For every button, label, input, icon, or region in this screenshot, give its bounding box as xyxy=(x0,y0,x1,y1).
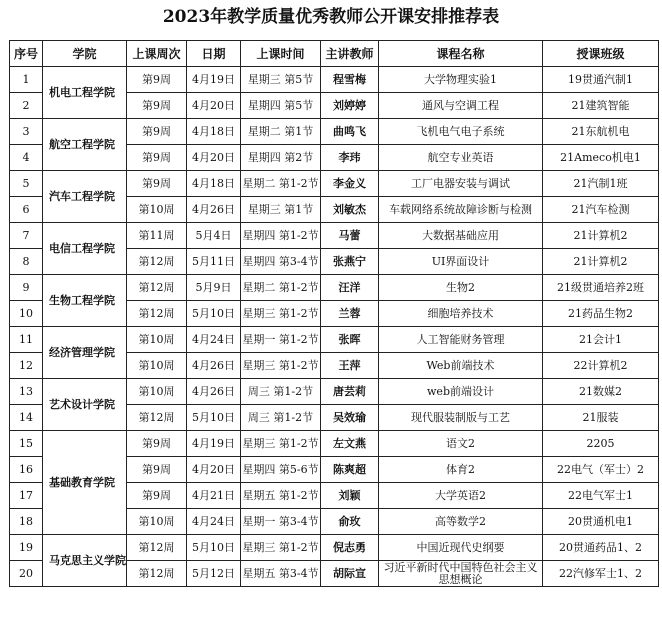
row-index: 18 xyxy=(10,509,43,535)
teacher-cell: 刘颖 xyxy=(321,483,379,509)
class-cell: 21Ameco机电1 xyxy=(543,145,659,171)
date-cell: 4月20日 xyxy=(187,457,241,483)
header-date: 日期 xyxy=(187,41,241,67)
date-cell: 4月26日 xyxy=(187,353,241,379)
class-cell: 21汽制1班 xyxy=(543,171,659,197)
time-cell: 星期四 第3-4节 xyxy=(241,249,321,275)
week-cell: 第10周 xyxy=(127,327,187,353)
row-index: 13 xyxy=(10,379,43,405)
time-cell: 星期二 第1-2节 xyxy=(241,275,321,301)
header-row xyxy=(10,41,659,67)
row-index: 20 xyxy=(10,561,43,587)
course-cell: 大学英语2 xyxy=(379,483,543,509)
course-cell: 细胞培养技术 xyxy=(379,301,543,327)
class-cell: 21服装 xyxy=(543,405,659,431)
college-cell: 基础教育学院 xyxy=(43,431,127,535)
table-row xyxy=(10,223,659,249)
course-cell: UI界面设计 xyxy=(379,249,543,275)
header-class: 授课班级 xyxy=(543,41,659,67)
time-cell: 星期三 第1-2节 xyxy=(241,431,321,457)
header-index: 序号 xyxy=(10,41,43,67)
class-cell: 22计算机2 xyxy=(543,353,659,379)
college-cell: 汽车工程学院 xyxy=(43,171,127,223)
page-title: 2023年教学质量优秀教师公开课安排推荐表 xyxy=(162,7,500,27)
row-index: 10 xyxy=(10,301,43,327)
teacher-cell: 左文燕 xyxy=(321,431,379,457)
time-cell: 星期五 第3-4节 xyxy=(241,561,321,587)
class-cell: 20贯通药品1、2 xyxy=(543,535,659,561)
table-row xyxy=(10,535,659,561)
time-cell: 星期五 第1-2节 xyxy=(241,483,321,509)
week-cell: 第10周 xyxy=(127,353,187,379)
week-cell: 第10周 xyxy=(127,197,187,223)
teacher-cell: 张燕宁 xyxy=(321,249,379,275)
time-cell: 星期三 第5节 xyxy=(241,67,321,93)
college-cell: 航空工程学院 xyxy=(43,119,127,171)
teacher-cell: 刘敏杰 xyxy=(321,197,379,223)
class-cell: 20贯通机电1 xyxy=(543,509,659,535)
class-cell: 22汽修军士1、2 xyxy=(543,561,659,587)
row-index: 16 xyxy=(10,457,43,483)
teacher-cell: 程雪梅 xyxy=(321,67,379,93)
course-cell: 工厂电器安装与调试 xyxy=(379,171,543,197)
time-cell: 星期二 第1节 xyxy=(241,119,321,145)
course-cell: 体育2 xyxy=(379,457,543,483)
course-cell: 现代服装制版与工艺 xyxy=(379,405,543,431)
table-body xyxy=(10,67,659,587)
week-cell: 第12周 xyxy=(127,561,187,587)
class-cell: 21计算机2 xyxy=(543,249,659,275)
date-cell: 4月26日 xyxy=(187,197,241,223)
week-cell: 第12周 xyxy=(127,405,187,431)
course-cell: 习近平新时代中国特色社会主义思想概论 xyxy=(379,561,543,587)
row-index: 5 xyxy=(10,171,43,197)
date-cell: 5月4日 xyxy=(187,223,241,249)
row-index: 4 xyxy=(10,145,43,171)
course-cell: 语文2 xyxy=(379,431,543,457)
teacher-cell: 唐芸莉 xyxy=(321,379,379,405)
date-cell: 5月11日 xyxy=(187,249,241,275)
course-cell: 航空专业英语 xyxy=(379,145,543,171)
time-cell: 星期四 第5-6节 xyxy=(241,457,321,483)
header-time: 上课时间 xyxy=(241,41,321,67)
class-cell: 19贯通汽制1 xyxy=(543,67,659,93)
time-cell: 星期三 第1-2节 xyxy=(241,353,321,379)
course-cell: 车载网络系统故障诊断与检测 xyxy=(379,197,543,223)
time-cell: 周三 第1-2节 xyxy=(241,379,321,405)
college-cell: 机电工程学院 xyxy=(43,67,127,119)
teacher-cell: 李金义 xyxy=(321,171,379,197)
date-cell: 4月24日 xyxy=(187,509,241,535)
time-cell: 星期一 第3-4节 xyxy=(241,509,321,535)
date-cell: 4月20日 xyxy=(187,145,241,171)
week-cell: 第9周 xyxy=(127,119,187,145)
table-row xyxy=(10,431,659,457)
header-college: 学院 xyxy=(43,41,127,67)
header-course: 课程名称 xyxy=(379,41,543,67)
college-cell: 经济管理学院 xyxy=(43,327,127,379)
date-cell: 5月9日 xyxy=(187,275,241,301)
class-cell: 21数媒2 xyxy=(543,379,659,405)
header-teacher: 主讲教师 xyxy=(321,41,379,67)
course-cell: 大数据基础应用 xyxy=(379,223,543,249)
class-cell: 21计算机2 xyxy=(543,223,659,249)
table-row xyxy=(10,171,659,197)
course-cell: 人工智能财务管理 xyxy=(379,327,543,353)
time-cell: 星期三 第1-2节 xyxy=(241,535,321,561)
schedule-table xyxy=(9,40,659,587)
time-cell: 星期四 第2节 xyxy=(241,145,321,171)
teacher-cell: 王萍 xyxy=(321,353,379,379)
time-cell: 星期一 第1-2节 xyxy=(241,327,321,353)
teacher-cell: 俞玫 xyxy=(321,509,379,535)
table-row xyxy=(10,67,659,93)
time-cell: 星期三 第1节 xyxy=(241,197,321,223)
week-cell: 第12周 xyxy=(127,249,187,275)
date-cell: 5月10日 xyxy=(187,405,241,431)
week-cell: 第9周 xyxy=(127,431,187,457)
teacher-cell: 曲鸣飞 xyxy=(321,119,379,145)
college-cell: 电信工程学院 xyxy=(43,223,127,275)
row-index: 2 xyxy=(10,93,43,119)
college-cell: 生物工程学院 xyxy=(43,275,127,327)
table-row xyxy=(10,119,659,145)
time-cell: 星期四 第5节 xyxy=(241,93,321,119)
date-cell: 5月10日 xyxy=(187,301,241,327)
date-cell: 5月10日 xyxy=(187,535,241,561)
teacher-cell: 倪志勇 xyxy=(321,535,379,561)
course-cell: 生物2 xyxy=(379,275,543,301)
course-cell: 高等数学2 xyxy=(379,509,543,535)
row-index: 1 xyxy=(10,67,43,93)
teacher-cell: 陈爽超 xyxy=(321,457,379,483)
course-cell: web前端设计 xyxy=(379,379,543,405)
class-cell: 21药品生物2 xyxy=(543,301,659,327)
table-row xyxy=(10,327,659,353)
date-cell: 4月20日 xyxy=(187,93,241,119)
class-cell: 21汽车检测 xyxy=(543,197,659,223)
date-cell: 4月18日 xyxy=(187,119,241,145)
class-cell: 21级贯通培养2班 xyxy=(543,275,659,301)
date-cell: 4月21日 xyxy=(187,483,241,509)
teacher-cell: 汪洋 xyxy=(321,275,379,301)
row-index: 11 xyxy=(10,327,43,353)
week-cell: 第9周 xyxy=(127,457,187,483)
teacher-cell: 马蕾 xyxy=(321,223,379,249)
week-cell: 第10周 xyxy=(127,379,187,405)
teacher-cell: 兰蓉 xyxy=(321,301,379,327)
class-cell: 21会计1 xyxy=(543,327,659,353)
course-cell: 通风与空调工程 xyxy=(379,93,543,119)
row-index: 7 xyxy=(10,223,43,249)
table-row xyxy=(10,275,659,301)
row-index: 6 xyxy=(10,197,43,223)
week-cell: 第9周 xyxy=(127,67,187,93)
header-week: 上课周次 xyxy=(127,41,187,67)
week-cell: 第9周 xyxy=(127,145,187,171)
week-cell: 第9周 xyxy=(127,483,187,509)
week-cell: 第10周 xyxy=(127,509,187,535)
row-index: 17 xyxy=(10,483,43,509)
class-cell: 21建筑智能 xyxy=(543,93,659,119)
course-cell: 中国近现代史纲要 xyxy=(379,535,543,561)
row-index: 3 xyxy=(10,119,43,145)
course-cell: 大学物理实验1 xyxy=(379,67,543,93)
class-cell: 22电气（军士）2 xyxy=(543,457,659,483)
row-index: 14 xyxy=(10,405,43,431)
college-cell: 艺术设计学院 xyxy=(43,379,127,431)
date-cell: 4月26日 xyxy=(187,379,241,405)
table-row xyxy=(10,379,659,405)
class-cell: 21东航机电 xyxy=(543,119,659,145)
course-cell: 飞机电气电子系统 xyxy=(379,119,543,145)
class-cell: 22电气军士1 xyxy=(543,483,659,509)
course-cell: Web前端技术 xyxy=(379,353,543,379)
class-cell: 2205 xyxy=(543,431,659,457)
time-cell: 星期四 第1-2节 xyxy=(241,223,321,249)
week-cell: 第12周 xyxy=(127,535,187,561)
week-cell: 第12周 xyxy=(127,301,187,327)
time-cell: 星期二 第1-2节 xyxy=(241,171,321,197)
row-index: 15 xyxy=(10,431,43,457)
row-index: 12 xyxy=(10,353,43,379)
date-cell: 4月19日 xyxy=(187,431,241,457)
week-cell: 第9周 xyxy=(127,93,187,119)
row-index: 8 xyxy=(10,249,43,275)
teacher-cell: 胡际宣 xyxy=(321,561,379,587)
date-cell: 4月18日 xyxy=(187,171,241,197)
week-cell: 第9周 xyxy=(127,171,187,197)
row-index: 19 xyxy=(10,535,43,561)
time-cell: 星期三 第1-2节 xyxy=(241,301,321,327)
time-cell: 周三 第1-2节 xyxy=(241,405,321,431)
date-cell: 4月24日 xyxy=(187,327,241,353)
teacher-cell: 李玮 xyxy=(321,145,379,171)
teacher-cell: 吴效瑜 xyxy=(321,405,379,431)
week-cell: 第12周 xyxy=(127,275,187,301)
teacher-cell: 张晖 xyxy=(321,327,379,353)
college-cell: 马克思主义学院 xyxy=(43,535,127,587)
row-index: 9 xyxy=(10,275,43,301)
teacher-cell: 刘婷婷 xyxy=(321,93,379,119)
date-cell: 4月19日 xyxy=(187,67,241,93)
week-cell: 第11周 xyxy=(127,223,187,249)
date-cell: 5月12日 xyxy=(187,561,241,587)
